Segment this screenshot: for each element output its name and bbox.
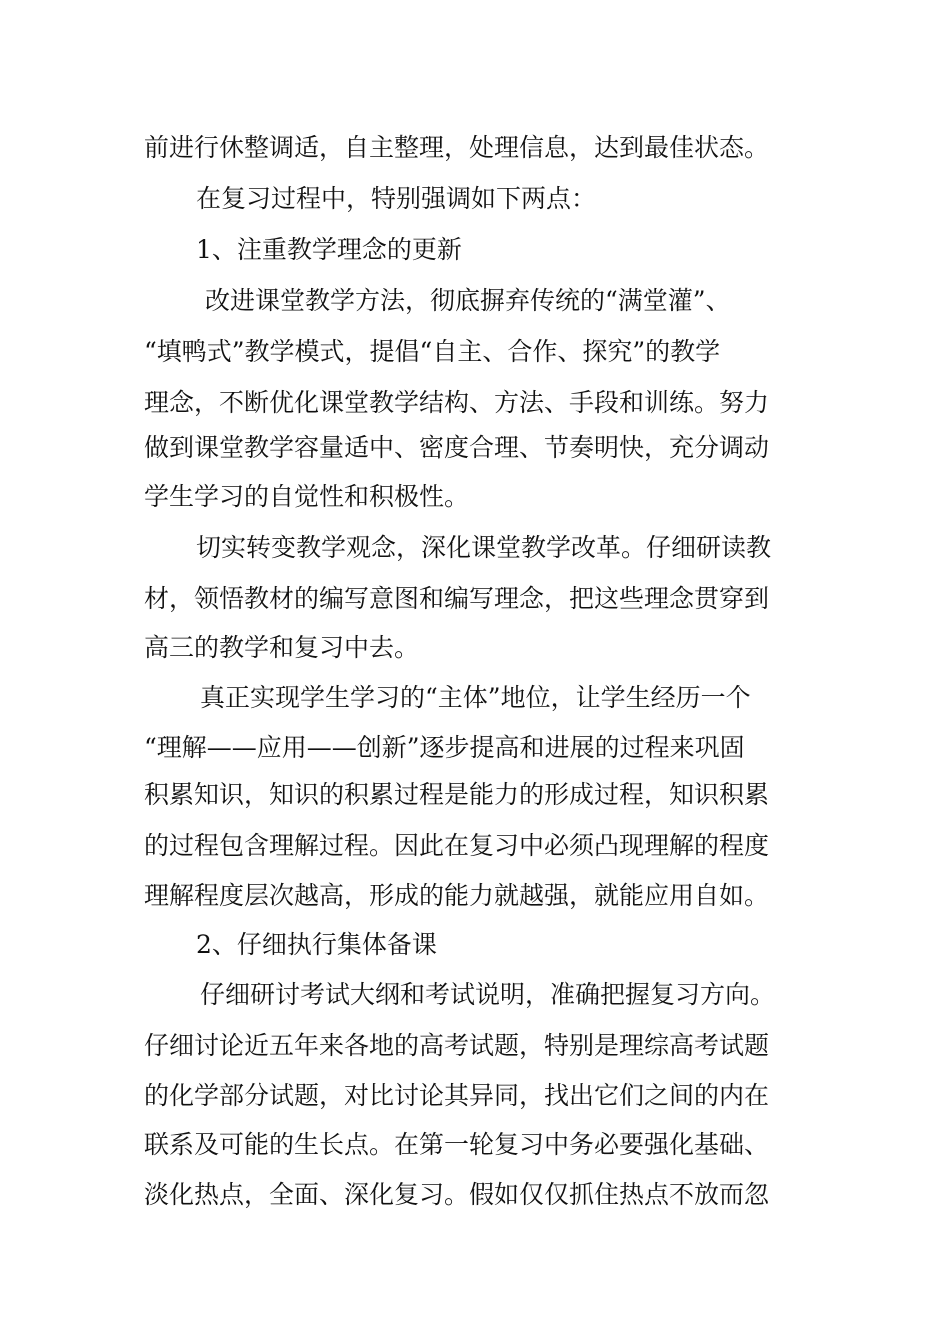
text-line: “填鸭式”教学模式，提倡“自主、合作、探究”的教学 <box>144 337 721 366</box>
text-line: 材，领悟教材的编写意图和编写理念，把这些理念贯穿到 <box>144 584 770 613</box>
text-line: 仔细研讨考试大纲和考试说明，准确把握复习方向。 <box>200 980 776 1009</box>
text-line: 仔细讨论近五年来各地的高考试题，特别是理综高考试题 <box>144 1031 770 1060</box>
text-line: 积累知识，知识的积累过程是能力的形成过程，知识积累 <box>144 780 770 809</box>
text-line: 在复习过程中，特别强调如下两点： <box>196 184 597 213</box>
section-heading: 1、注重教学理念的更新 <box>196 235 462 264</box>
text-line: 理念，不断优化课堂教学结构、方法、手段和训练。努力 <box>144 388 770 417</box>
text-line: 联系及可能的生长点。在第一轮复习中务必要强化基础、 <box>144 1130 770 1159</box>
text-line: “理解——应用——创新”逐步提高和进展的过程来巩固 <box>144 733 745 762</box>
text-line: 做到课堂教学容量适中、密度合理、节奏明快，充分调动 <box>144 433 770 462</box>
text-line: 的过程包含理解过程。因此在复习中必须凸现理解的程度 <box>144 831 770 860</box>
text-line: 真正实现学生学习的“主体”地位，让学生经历一个 <box>200 683 751 712</box>
text-line: 高三的教学和复习中去。 <box>144 633 420 662</box>
text-line: 理解程度层次越高，形成的能力就越强，就能应用自如。 <box>144 881 770 910</box>
text-line: 的化学部分试题，对比讨论其异同，找出它们之间的内在 <box>144 1081 770 1110</box>
text-line: 切实转变教学观念，深化课堂教学改革。仔细研读教 <box>196 533 772 562</box>
section-heading: 2、仔细执行集体备课 <box>196 930 437 959</box>
text-line: 学生学习的自觉性和积极性。 <box>144 482 470 511</box>
text-line: 前进行休整调适，自主整理，处理信息，达到最佳状态。 <box>144 133 770 162</box>
text-line: 淡化热点，全面、深化复习。假如仅仅抓住热点不放而忽 <box>144 1180 770 1209</box>
text-line: 改进课堂教学方法，彻底摒弃传统的“满堂灌”、 <box>205 286 731 315</box>
